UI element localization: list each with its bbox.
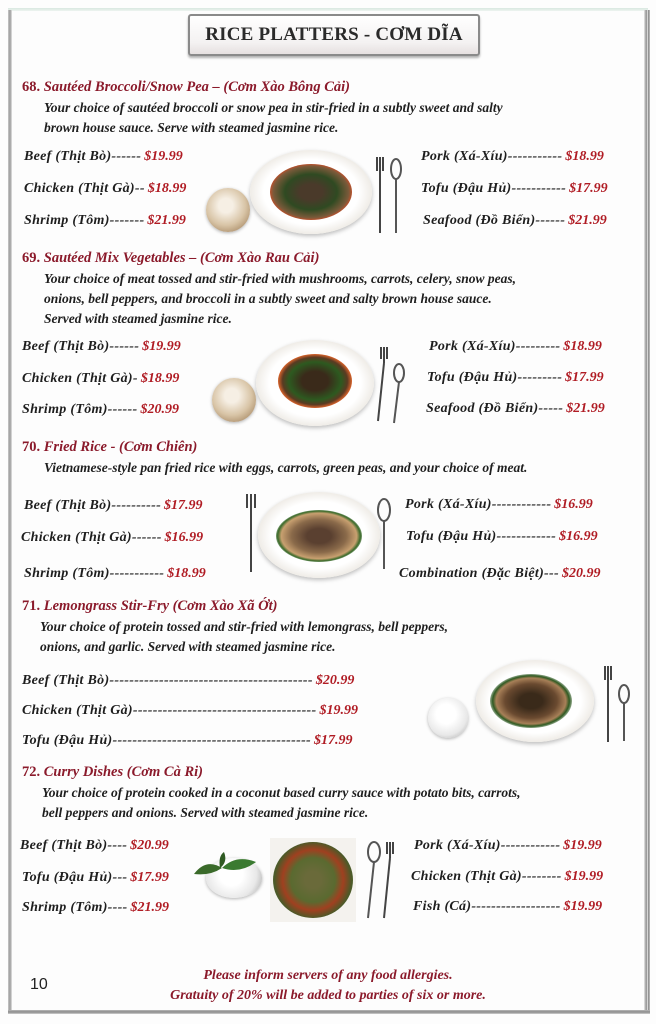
section-title: 69. Sautéed Mix Vegetables – (Cơm Xào Rau Cải) — [22, 250, 320, 266]
curry-bowl-image — [270, 838, 356, 922]
price-item: Seafood (Đồ Biển)------ $21.99 — [423, 213, 607, 228]
basil-leaf-icon — [192, 852, 258, 880]
menu-section-72 — [22, 763, 632, 823]
rice-bowl-image — [428, 698, 468, 738]
price-item: Beef (Thịt Bò)----------------------------------------- $20.99 — [22, 673, 355, 688]
price-item: Beef (Thịt Bò)---------- $17.99 — [24, 498, 203, 513]
section-description: Your choice of protein tossed and stir-fried with lemongrass, bell peppers, onions, and garlic. Served with steamed jasmine rice. — [40, 619, 449, 654]
price-item: Chicken (Thịt Gà)- $18.99 — [22, 371, 180, 386]
price-item: Chicken (Thịt Gà)-- $18.99 — [24, 181, 187, 196]
page-border-left — [8, 10, 12, 1012]
page-title: RICE PLATTERS - CƠM DĨA — [205, 24, 463, 45]
lemongrass-plate-image — [476, 660, 594, 742]
price-item: Seafood (Đồ Biển)----- $21.99 — [426, 401, 605, 416]
price-item: Tofu (Đậu Hủ)----------- $17.99 — [421, 181, 608, 196]
rice-bowl-image — [212, 378, 256, 422]
section-description: Your choice of sautéed broccoli or snow pea in stir-fried in a subtly sweet and salty brown house sauce. Serve with steamed jasmine rice. — [44, 100, 503, 135]
section-description: Vietnamese-style pan fried rice with eggs, carrots, green peas, and your choice of meat. — [44, 460, 528, 475]
page-border-bottom — [8, 1010, 650, 1014]
spoon-icon — [374, 496, 394, 572]
rice-bowl-image — [206, 188, 250, 232]
price-item: Combination (Đặc Biệt)--- $20.99 — [399, 566, 601, 581]
menu-section-70 — [22, 438, 632, 478]
price-item: Pork (Xá-Xíu)----------- $18.99 — [421, 149, 604, 164]
section-description: Your choice of protein cooked in a coconut based curry sauce with potato bits, carrots, bell peppers and onions. Served with steamed jasmine rice. — [42, 785, 521, 820]
fried-rice-plate-image — [258, 492, 380, 578]
page-border-top — [8, 8, 648, 11]
gratuity-notice: Gratuity of 20% will be added to parties of six or more. — [170, 988, 486, 1003]
page-number: 10 — [30, 976, 48, 993]
menu-section-69 — [22, 249, 632, 329]
footer-notice — [0, 966, 656, 1006]
price-item: Fish (Cá)------------------ $19.99 — [413, 899, 603, 914]
section-title: 71. Lemongrass Stir-Fry (Cơm Xào Xã Ớt) — [22, 598, 278, 614]
price-item: Shrimp (Tôm)---- $21.99 — [22, 900, 170, 915]
fork-spoon-icon — [372, 345, 406, 425]
price-item: Tofu (Đậu Hủ)--------- $17.99 — [427, 370, 604, 385]
page-border-right — [644, 10, 650, 1012]
price-item: Tofu (Đậu Hủ)---------------------------------------- $17.99 — [22, 733, 353, 748]
fork-spoon-icon — [600, 664, 634, 746]
price-item: Chicken (Thịt Gà)------------------------------------- $19.99 — [22, 703, 358, 718]
section-description: Your choice of meat tossed and stir-fried with mushrooms, carrots, celery, snow peas, onions, bell peppers, and broccoli in a subtly sweet and salty brown house sauce. Served with steamed jasmine rice. — [44, 271, 517, 326]
price-item: Shrimp (Tôm)------ $20.99 — [22, 402, 179, 417]
price-item: Pork (Xá-Xíu)--------- $18.99 — [429, 339, 602, 354]
price-item: Beef (Thịt Bò)---- $20.99 — [20, 838, 169, 853]
price-item: Beef (Thịt Bò)------ $19.99 — [22, 339, 181, 354]
price-item: Chicken (Thịt Gà)------ $16.99 — [21, 530, 204, 545]
price-item: Pork (Xá-Xíu)------------ $16.99 — [405, 497, 593, 512]
menu-section-71 — [22, 597, 632, 657]
section-title: 72. Curry Dishes (Cơm Cà Ri) — [22, 764, 204, 780]
page-title-box — [188, 14, 480, 56]
allergy-notice: Please inform servers of any food allergies. — [203, 968, 453, 983]
fork-spoon-icon — [372, 155, 406, 237]
menu-section-68 — [22, 78, 632, 138]
section-title: 68. Sautéed Broccoli/Snow Pea – (Cơm Xào Bông Cải) — [22, 79, 351, 95]
spoon-fork-icon — [360, 838, 400, 922]
price-item: Shrimp (Tôm)----------- $18.99 — [24, 566, 206, 581]
price-item: Tofu (Đậu Hủ)------------ $16.99 — [406, 529, 598, 544]
price-item: Beef (Thịt Bò)------ $19.99 — [24, 149, 183, 164]
price-item: Shrimp (Tôm)------- $21.99 — [24, 213, 186, 228]
price-item: Chicken (Thịt Gà)-------- $19.99 — [411, 869, 604, 884]
mixed-vegetables-plate-image — [256, 340, 374, 426]
section-title: 70. Fried Rice - (Cơm Chiên) — [22, 439, 198, 455]
broccoli-plate-image — [250, 150, 372, 234]
price-item: Tofu (Đậu Hủ)--- $17.99 — [22, 870, 169, 885]
price-item: Pork (Xá-Xíu)------------ $19.99 — [414, 838, 602, 853]
